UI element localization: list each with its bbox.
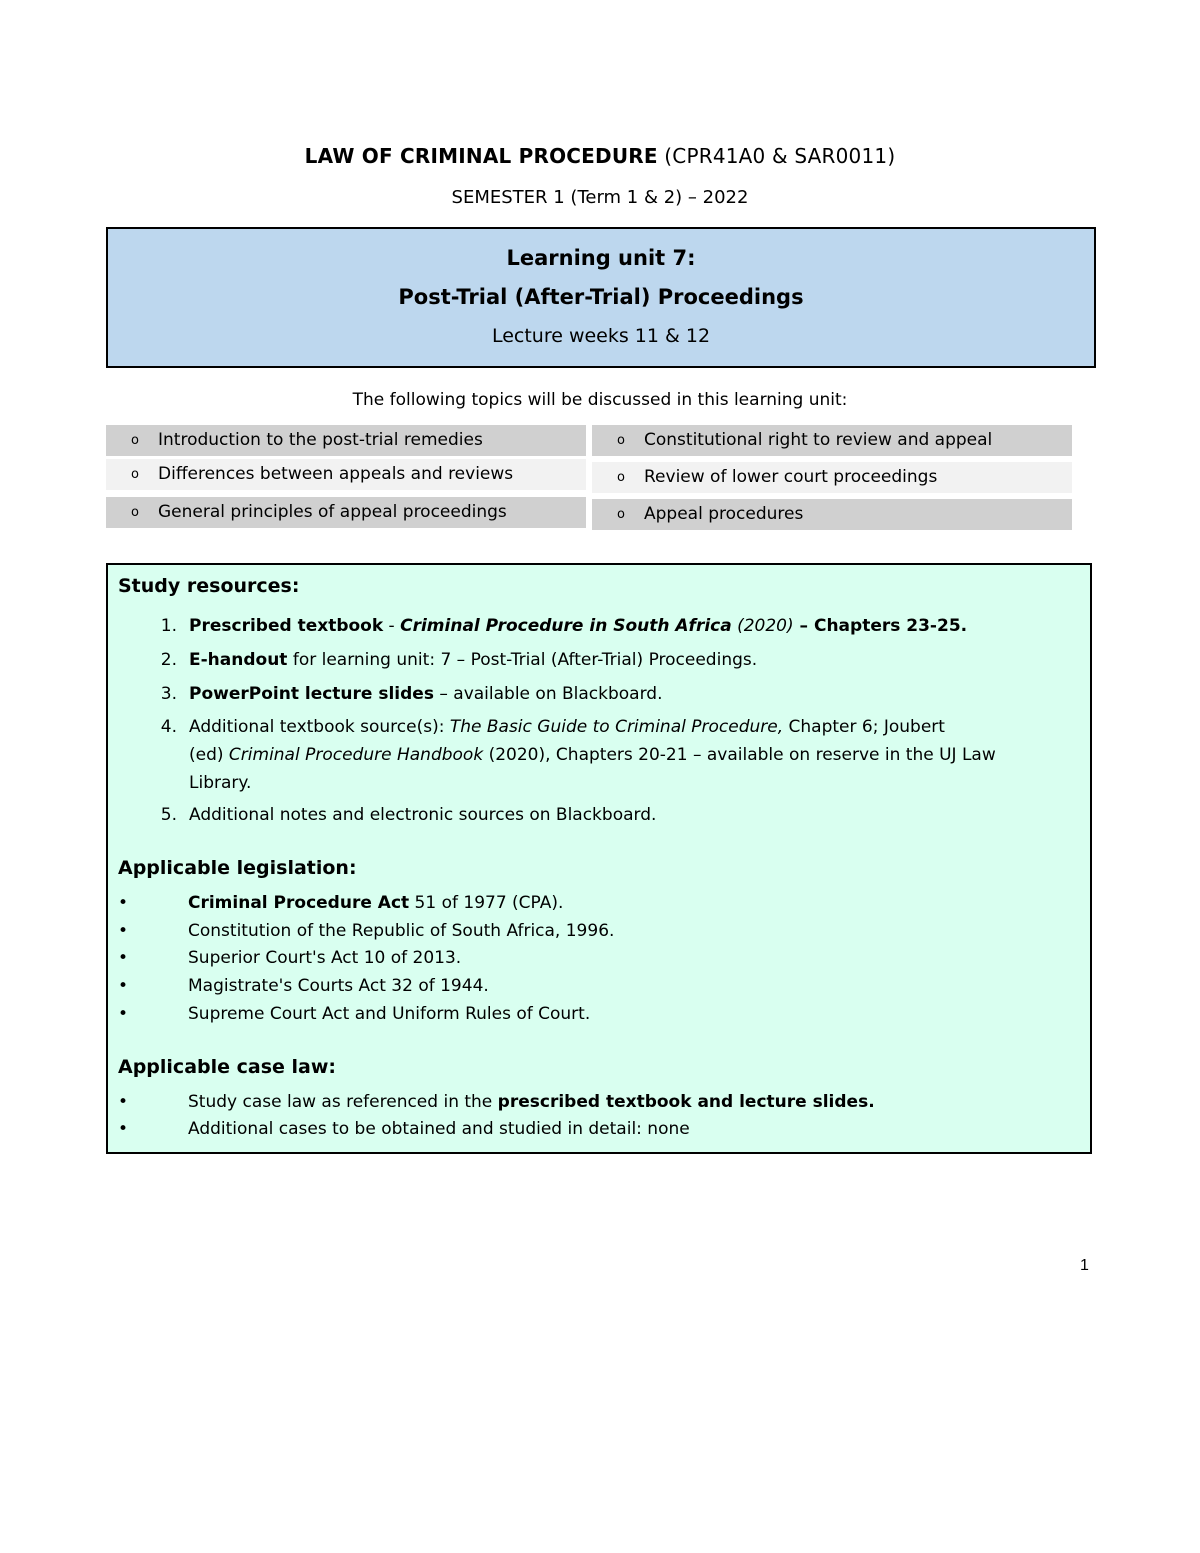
case-law-bold: prescribed textbook and lecture slides.	[497, 1092, 875, 1112]
book-title: Criminal Procedure Handbook	[228, 745, 484, 765]
legislation-text: Supreme Court Act and Uniform Rules of Court.	[188, 1004, 591, 1024]
resource-number: 4.	[160, 717, 177, 737]
resource-number: 5.	[160, 805, 177, 825]
resource-text: Additional notes and electronic sources on Blackboard.	[189, 805, 657, 825]
resource-bold: Prescribed textbook	[189, 616, 384, 636]
legislation-text: Constitution of the Republic of South Africa, 1996.	[188, 921, 615, 941]
resource-rest: Chapter 6; Joubert	[783, 717, 945, 737]
resource-text	[189, 713, 1089, 797]
textbook-chapters: – Chapters 23-25.	[793, 616, 968, 636]
topic-bullet: o	[617, 507, 625, 522]
textbook-title: Criminal Procedure in South Africa	[400, 616, 732, 636]
legislation-text: Magistrate's Courts Act 32 of 1944.	[188, 976, 489, 996]
topic-item	[592, 499, 1072, 530]
topic-label: Constitutional right to review and appeal	[644, 430, 993, 450]
case-law-rest: Study case law as referenced in the	[188, 1092, 498, 1112]
bullet: •	[118, 948, 129, 968]
resource-rest: Library.	[189, 773, 252, 793]
legislation-bold: Criminal Procedure Act	[188, 893, 410, 913]
course-title-bold: LAW OF CRIMINAL PROCEDURE	[304, 144, 658, 168]
topic-item	[106, 425, 586, 456]
bullet: •	[118, 1004, 129, 1024]
study-resources-heading: Study resources:	[118, 575, 300, 597]
resource-text	[189, 612, 1089, 640]
topic-label: Review of lower court proceedings	[644, 467, 938, 487]
case-law-text: Additional cases to be obtained and studied in detail: none	[188, 1119, 690, 1139]
case-law-text	[188, 1089, 1068, 1116]
lecture-weeks: Lecture weeks 11 & 12	[491, 325, 711, 347]
semester-line: SEMESTER 1 (Term 1 & 2) – 2022	[451, 187, 749, 208]
bullet: •	[118, 893, 129, 913]
book-title: The Basic Guide to Criminal Procedure,	[449, 717, 784, 737]
topic-item	[106, 459, 586, 490]
case-law-heading: Applicable case law:	[118, 1056, 337, 1078]
resource-rest: (ed)	[189, 745, 229, 765]
topic-bullet: o	[617, 433, 625, 448]
topic-bullet: o	[131, 505, 139, 520]
textbook-year: (2020)	[731, 616, 794, 636]
topic-label: General principles of appeal proceedings	[158, 502, 507, 522]
topic-bullet: o	[131, 433, 139, 448]
legislation-rest: 51 of 1977 (CPA).	[409, 893, 564, 913]
topic-bullet: o	[617, 470, 625, 485]
bullet: •	[118, 976, 129, 996]
resource-rest: – available on Blackboard.	[433, 684, 663, 704]
bullet: •	[118, 1092, 129, 1112]
topic-item	[106, 497, 586, 528]
resource-text	[189, 646, 1089, 674]
resource-number: 2.	[160, 650, 177, 670]
legislation-heading: Applicable legislation:	[118, 857, 357, 879]
resource-text	[189, 680, 1089, 708]
page-number: 1	[1080, 1257, 1089, 1274]
study-resources-box	[106, 563, 1092, 1154]
resource-number: 3.	[160, 684, 177, 704]
resource-bold: PowerPoint lecture slides	[189, 684, 434, 704]
topic-item	[592, 425, 1072, 456]
bullet: •	[118, 921, 129, 941]
legislation-text	[188, 890, 1068, 917]
resource-sep: -	[383, 616, 401, 636]
course-code: (CPR41A0 & SAR0011)	[657, 144, 896, 168]
course-title	[0, 144, 1200, 168]
topic-item	[592, 462, 1072, 493]
unit-title: Post-Trial (After-Trial) Proceedings	[398, 285, 804, 309]
topic-label: Differences between appeals and reviews	[158, 464, 514, 484]
topic-label: Appeal procedures	[644, 504, 804, 524]
resource-rest: (2020), Chapters 20-21 – available on reserve in the UJ Law	[483, 745, 996, 765]
resource-rest: for learning unit: 7 – Post-Trial (After-Trial) Proceedings.	[287, 650, 758, 670]
unit-number: Learning unit 7:	[506, 246, 696, 270]
resource-number: 1.	[160, 616, 177, 636]
legislation-text: Superior Court's Act 10 of 2013.	[188, 948, 462, 968]
resource-rest: Additional textbook source(s):	[189, 717, 450, 737]
topic-label: Introduction to the post-trial remedies	[158, 430, 483, 450]
topics-intro: The following topics will be discussed in this learning unit:	[352, 390, 848, 410]
resource-bold: E-handout	[189, 650, 288, 670]
topic-bullet: o	[131, 467, 139, 482]
bullet: •	[118, 1119, 129, 1139]
learning-unit-box	[106, 227, 1096, 368]
